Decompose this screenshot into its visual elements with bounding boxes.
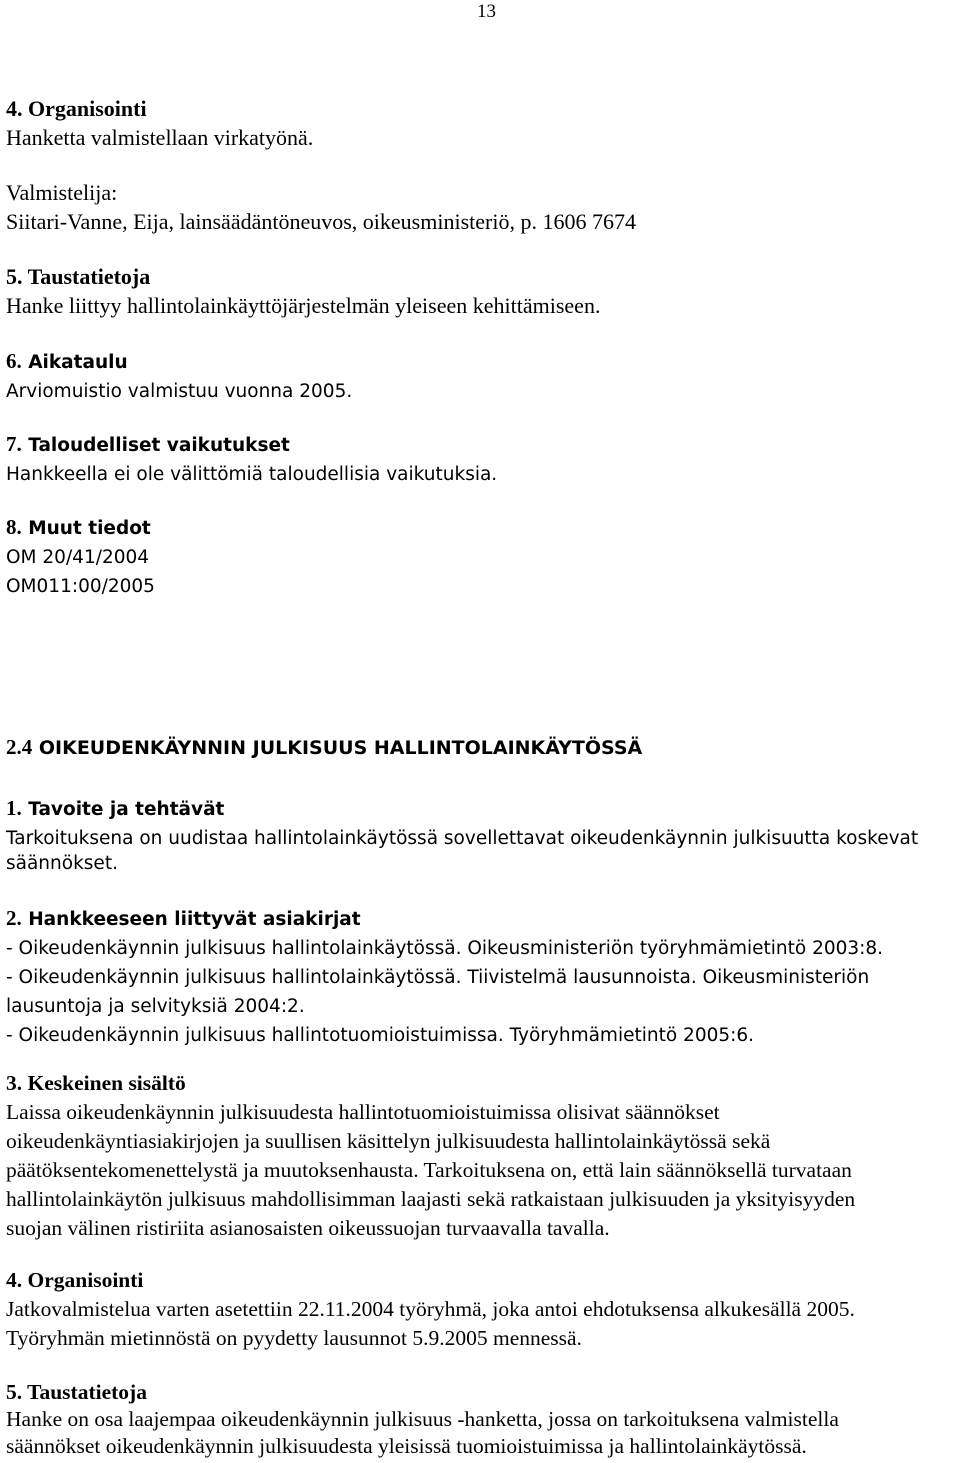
section-text: OM 20/41/2004 [6,547,150,568]
heading-number: 8. [6,515,22,539]
section-text: OM011:00/2005 [6,576,155,597]
section-keskeinen-sisalto [6,1069,958,1243]
main-heading-line [6,733,958,763]
document-item [6,1021,958,1050]
section-heading [6,1069,958,1098]
section-text: Työryhmän mietinnöstä on pyydetty lausunnot 5.9.2005 mennessä. [6,1326,582,1350]
section-tavoite [6,794,958,875]
section-muut-tiedot [6,513,958,601]
preparer-value: Siitari-Vanne, Eija, lainsäädäntöneuvos, oikeusministeriö, p. 1606 7674 [6,209,636,234]
section-text: päätöksentekomenettelystä ja muutoksenhausta. Tarkoituksena on, että lain säännöksellä turvataan [6,1158,852,1182]
main-heading-title: OIKEUDENKÄYNNIN JULKISUUS HALLINTOLAINKÄYTÖSSÄ [38,737,643,759]
section-heading: 4. Organisointi [6,1268,144,1292]
section-heading: 5. Taustatietoja [6,1380,147,1404]
heading-text: Muut tiedot [28,518,151,539]
document-item [6,934,958,963]
heading-text: Hankkeeseen liittyvät asiakirjat [28,909,361,930]
item-part: - Oikeudenkäynnin julkisuus hallintolainkäytössä. [6,938,462,959]
section-taloudelliset [6,430,958,489]
section-heading [6,347,958,377]
section-taustatietoja-2 [6,1379,958,1460]
item-part: Oikeusministeriön työryhmämietintö 2003:8. [467,938,884,959]
item-part: Tiivistelmä lausunnoista. [467,967,697,988]
heading-number: 7. [6,432,22,456]
section-text: Tarkoituksena on uudistaa hallintolainkäytössä sovellettavat oikeudenkäynnin julkisuutta koskevat [6,828,919,849]
section-text: Hanketta valmistellaan virkatyönä. [6,125,314,150]
heading-text: Taloudelliset vaikutukset [28,435,290,456]
heading-number: 2. [6,906,22,930]
section-text: suojan välinen ristiriita asianosaisten oikeussuojan turvaavalla tavalla. [6,1216,610,1240]
section-heading [6,430,958,460]
section-heading [6,794,958,824]
main-section-heading [6,733,958,763]
section-text: oikeudenkäyntiasiakirjojen ja suullisen käsittelyn julkisuudesta hallintolainkäytössä sekä [6,1129,771,1153]
section-text: Hankkeella ei ole välittömiä taloudellisia vaikutuksia. [6,464,498,485]
preparer-label: Valmistelija: [6,180,118,205]
section-heading [6,904,958,934]
section-text: Arviomuistio valmistuu vuonna 2005. [6,381,353,402]
section-organisointi-2 [6,1266,958,1353]
section-asiakirjat [6,904,958,1050]
section-taustatietoja [6,262,958,320]
preparer-block [6,178,958,236]
section-organisointi [6,94,958,152]
document-item [6,963,958,992]
main-heading-number: 2.4 [6,735,33,759]
item-part: - Oikeudenkäynnin julkisuus hallintolainkäytössä. [6,967,462,988]
section-text: Laissa oikeudenkäynnin julkisuudesta hallintotuomioistuimissa olisivat säännökset [6,1100,720,1124]
heading-number: 6. [6,349,22,373]
heading-text: Keskeinen sisältö [27,1071,186,1095]
section-text: säännökset. [6,853,118,874]
heading-number: 1. [6,796,22,820]
section-aikataulu [6,347,958,406]
section-heading: 5. Taustatietoja [6,264,151,289]
document-item-continued: lausuntoja ja selvityksiä 2004:2. [6,996,305,1017]
heading-number: 3. [6,1071,23,1095]
section-text: hallintolainkäytön julkisuus mahdollisimman laajasti sekä ratkaistaan julkisuuden ja yksityisyyden [6,1187,856,1211]
item-part: Työryhmämietintö 2005:6. [509,1025,755,1046]
heading-text: Tavoite ja tehtävät [28,799,225,820]
section-heading: 4. Organisointi [6,96,147,121]
section-text: säännökset oikeudenkäynnin julkisuudesta yleisissä tuomioistuimissa ja hallintolainkäytössä. [6,1434,807,1458]
heading-text: Aikataulu [28,352,128,373]
section-heading [6,513,958,543]
page-number: 13 [477,1,496,22]
section-text: Jatkovalmistelua varten asetettiin 22.11.2004 työryhmä, joka antoi ehdotuksensa alkukesällä 2005. [6,1297,855,1321]
item-part: Oikeusministeriön [702,967,870,988]
section-text: Hanke on osa laajempaa oikeudenkäynnin julkisuus -hanketta, jossa on tarkoituksena valmistella [6,1407,839,1431]
item-part: - Oikeudenkäynnin julkisuus hallintotuomioistuimissa. [6,1025,504,1046]
section-text: Hanke liittyy hallintolainkäyttöjärjestelmän yleiseen kehittämiseen. [6,293,601,318]
